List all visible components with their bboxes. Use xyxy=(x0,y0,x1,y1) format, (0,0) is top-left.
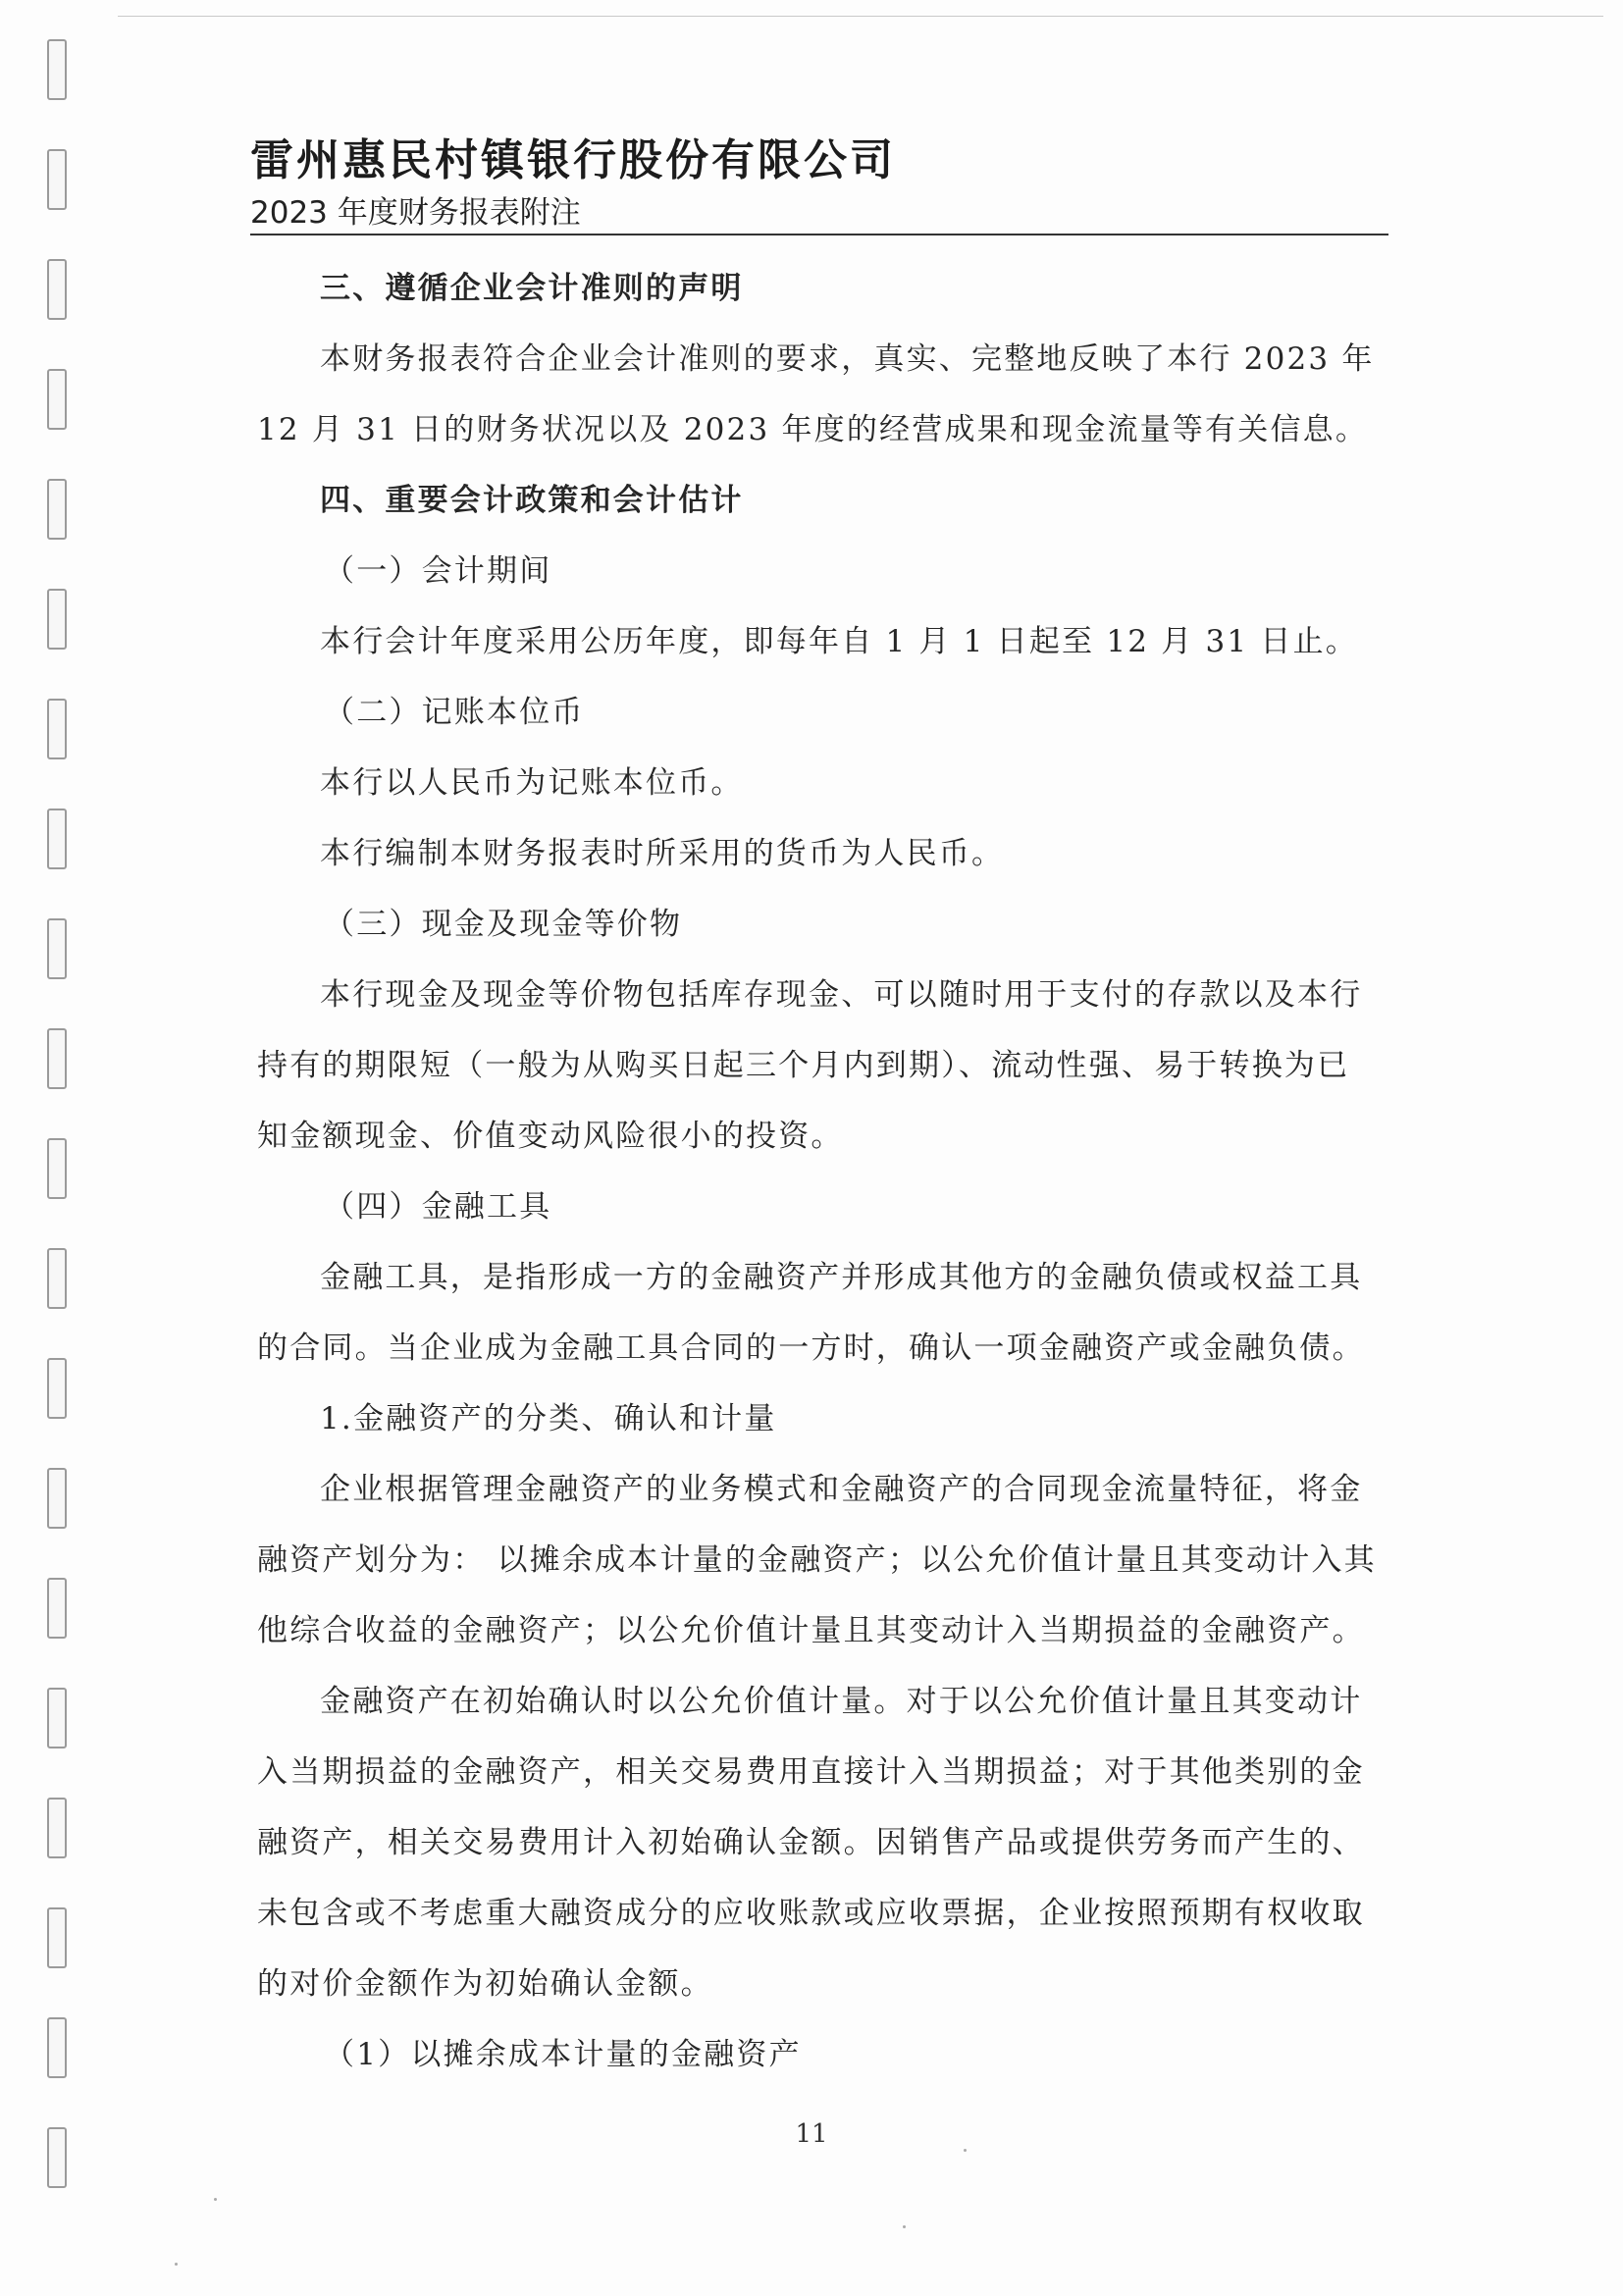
binding-hole xyxy=(47,699,67,759)
paragraph-line: 企业根据管理金融资产的业务模式和金融资产的合同现金流量特征，将金 xyxy=(320,1472,1363,1507)
paragraph-line: 金融工具，是指形成一方的金融资产并形成其他方的金融负债或权益工具 xyxy=(320,1260,1363,1295)
paragraph-line: 入当期损益的金融资产，相关交易费用直接计入当期损益；对于其他类别的金 xyxy=(257,1754,1365,1790)
scan-speck xyxy=(903,2225,906,2228)
subsection-heading: （四）金融工具 xyxy=(324,1189,552,1225)
paragraph-line: 知金额现金、价值变动风险很小的投资。 xyxy=(257,1119,844,1154)
binding-hole xyxy=(47,2017,67,2078)
document-header xyxy=(250,135,1388,234)
subsection-heading: （一）会计期间 xyxy=(324,553,552,589)
subsection-heading: （三）现金及现金等价物 xyxy=(324,907,683,942)
paragraph-line: 融资产，相关交易费用计入初始确认金额。因销售产品或提供劳务而产生的、 xyxy=(257,1825,1365,1860)
binding-hole xyxy=(47,1907,67,1968)
paragraph-line: 未包含或不考虑重大融资成分的应收账款或应收票据，企业按照预期有权收取 xyxy=(257,1896,1365,1931)
scan-speck xyxy=(175,2263,178,2266)
report-title: 2023 年度财务报表附注 xyxy=(250,195,581,231)
header-rule xyxy=(250,234,1388,235)
section-heading-3: 三、遵循企业会计准则的声明 xyxy=(320,271,744,306)
paragraph-line: 本行现金及现金等价物包括库存现金、可以随时用于支付的存款以及本行 xyxy=(320,977,1363,1013)
binding-hole xyxy=(47,1468,67,1529)
binding-holes xyxy=(47,39,77,2296)
section-heading-4: 四、重要会计政策和会计估计 xyxy=(320,483,744,518)
document-body xyxy=(257,253,1390,2090)
paragraph-line: 他综合收益的金融资产；以公允价值计量且其变动计入当期损益的金融资产。 xyxy=(257,1613,1365,1648)
paragraph-line: 12 月 31 日的财务状况以及 2023 年度的经营成果和现金流量等有关信息。 xyxy=(257,412,1369,447)
binding-hole xyxy=(47,1798,67,1858)
binding-hole xyxy=(47,809,67,869)
paragraph-line: 持有的期限短（一般为从购买日起三个月内到期）、流动性强、易于转换为已 xyxy=(257,1048,1350,1083)
binding-hole xyxy=(47,1028,67,1089)
binding-hole xyxy=(47,589,67,650)
subsection-heading: （1）以摊余成本计量的金融资产 xyxy=(324,2037,802,2072)
scan-speck xyxy=(964,2149,967,2152)
binding-hole xyxy=(47,1138,67,1199)
binding-hole xyxy=(47,1358,67,1419)
binding-hole xyxy=(47,479,67,540)
company-name: 雷州惠民村镇银行股份有限公司 xyxy=(250,135,896,185)
subsection-heading: （二）记账本位币 xyxy=(324,695,585,730)
binding-hole xyxy=(47,1688,67,1748)
scan-speck xyxy=(214,2198,217,2201)
paragraph-line: 本行会计年度采用公历年度，即每年自 1 月 1 日起至 12 月 31 日止。 xyxy=(320,624,1358,659)
paragraph-line: 本行编制本财务报表时所采用的货币为人民币。 xyxy=(320,836,1005,871)
binding-hole xyxy=(47,259,67,320)
page-number: 11 xyxy=(795,2119,828,2149)
binding-hole xyxy=(47,149,67,210)
scan-top-edge xyxy=(118,16,1603,17)
binding-hole xyxy=(47,1248,67,1309)
numbered-heading: 1.金融资产的分类、确认和计量 xyxy=(320,1401,777,1436)
binding-hole xyxy=(47,918,67,979)
paragraph-line: 金融资产在初始确认时以公允价值计量。对于以公允价值计量且其变动计 xyxy=(320,1684,1363,1719)
paragraph-line: 融资产划分为： 以摊余成本计量的金融资产；以公允价值计量且其变动计入其 xyxy=(257,1542,1377,1578)
paragraph-line: 的对价金额作为初始确认金额。 xyxy=(257,1966,713,2002)
paragraph-line: 本行以人民币为记账本位币。 xyxy=(320,765,744,801)
paragraph-line: 的合同。当企业成为金融工具合同的一方时，确认一项金融资产或金融负债。 xyxy=(257,1331,1365,1366)
binding-hole xyxy=(47,39,67,100)
binding-hole xyxy=(47,1578,67,1639)
paragraph-line: 本财务报表符合企业会计准则的要求，真实、完整地反映了本行 2023 年 xyxy=(320,341,1375,377)
binding-hole xyxy=(47,369,67,430)
